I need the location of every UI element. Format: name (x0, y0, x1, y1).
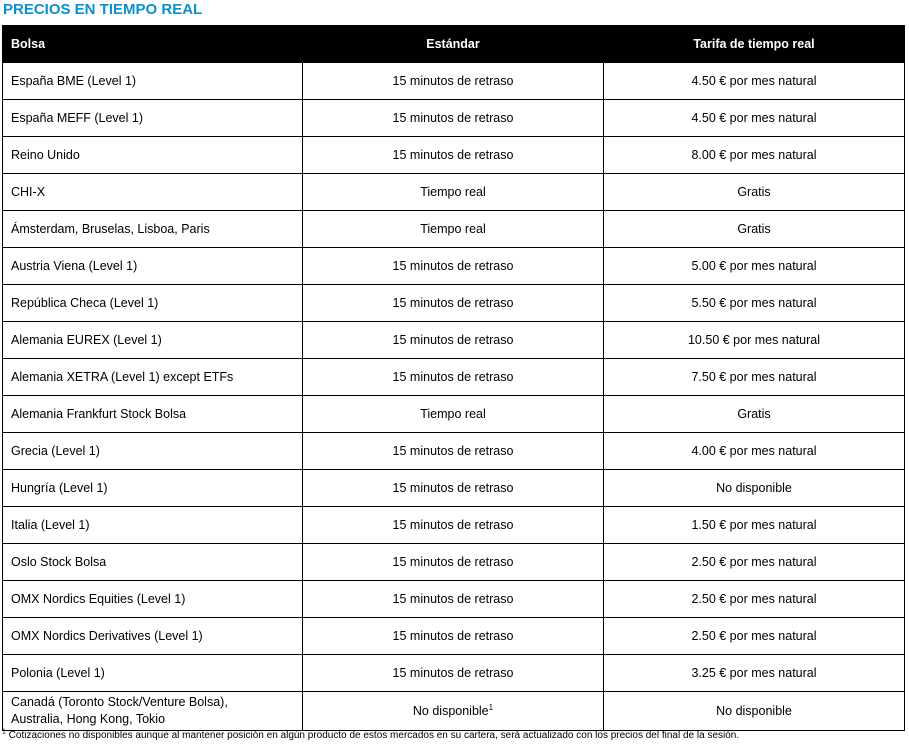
standard-cell: 15 minutos de retraso (303, 470, 604, 507)
exchange-cell-line: Australia, Hong Kong, Tokio (11, 712, 166, 726)
table-row (3, 285, 905, 322)
real-time-prices-table (2, 25, 905, 731)
exchange-cell: OMX Nordics Equities (Level 1) (3, 581, 303, 618)
table-row (3, 618, 905, 655)
exchange-cell: Alemania EUREX (Level 1) (3, 322, 303, 359)
exchange-cell: Hungría (Level 1) (3, 470, 303, 507)
standard-cell: 15 minutos de retraso (303, 507, 604, 544)
standard-cell (303, 692, 604, 731)
standard-cell-text: No disponible (412, 703, 489, 718)
table-row (3, 507, 905, 544)
header-standard: Estándar (303, 26, 604, 63)
standard-cell: 15 minutos de retraso (303, 137, 604, 174)
exchange-cell: Austria Viena (Level 1) (3, 248, 303, 285)
table-row (3, 581, 905, 618)
table-row (3, 100, 905, 137)
standard-cell: Tiempo real (303, 396, 604, 433)
standard-cell: 15 minutos de retraso (303, 359, 604, 396)
exchange-cell: Grecia (Level 1) (3, 433, 303, 470)
realtime-fee-cell: 2.50 € por mes natural (604, 581, 905, 618)
footnote (2, 729, 739, 742)
footnote-number: 1 (2, 728, 6, 736)
table-row (3, 137, 905, 174)
exchange-cell: España BME (Level 1) (3, 63, 303, 100)
footnote-text: Cotizaciones no disponibles aunque al mantener posición en algún producto de estos mercados en su cartera, será actualizado con los precios del final de la sesión. (5, 730, 740, 741)
exchange-cell: Oslo Stock Bolsa (3, 544, 303, 581)
table-row (3, 322, 905, 359)
standard-cell: Tiempo real (303, 174, 604, 211)
standard-cell: 15 minutos de retraso (303, 285, 604, 322)
table-row (3, 211, 905, 248)
exchange-cell: República Checa (Level 1) (3, 285, 303, 322)
table-row (3, 396, 905, 433)
standard-cell: 15 minutos de retraso (303, 322, 604, 359)
standard-cell: 15 minutos de retraso (303, 100, 604, 137)
exchange-cell: Italia (Level 1) (3, 507, 303, 544)
table-row (3, 544, 905, 581)
standard-cell: 15 minutos de retraso (303, 655, 604, 692)
exchange-cell: España MEFF (Level 1) (3, 100, 303, 137)
table-row (3, 359, 905, 396)
table-row (3, 655, 905, 692)
realtime-fee-cell: 3.25 € por mes natural (604, 655, 905, 692)
standard-cell: 15 minutos de retraso (303, 63, 604, 100)
exchange-cell-line: Canadá (Toronto Stock/Venture Bolsa), (11, 695, 228, 709)
table-row (3, 174, 905, 211)
realtime-fee-cell: Gratis (604, 211, 905, 248)
standard-cell: 15 minutos de retraso (303, 248, 604, 285)
exchange-cell: OMX Nordics Derivatives (Level 1) (3, 618, 303, 655)
exchange-cell: Alemania Frankfurt Stock Bolsa (3, 396, 303, 433)
realtime-fee-cell: 7.50 € por mes natural (604, 359, 905, 396)
table-header-row (3, 26, 905, 63)
realtime-fee-cell: 5.00 € por mes natural (604, 248, 905, 285)
exchange-cell (3, 692, 303, 731)
realtime-fee-cell: Gratis (604, 174, 905, 211)
table-row (3, 692, 905, 731)
page-title: PRECIOS EN TIEMPO REAL (3, 1, 203, 18)
realtime-fee-cell: 4.50 € por mes natural (604, 63, 905, 100)
standard-cell: 15 minutos de retraso (303, 618, 604, 655)
exchange-cell: Ámsterdam, Bruselas, Lisboa, Paris (3, 211, 303, 248)
realtime-fee-cell: 1.50 € por mes natural (604, 507, 905, 544)
realtime-fee-cell: 4.50 € por mes natural (604, 100, 905, 137)
exchange-cell: Polonia (Level 1) (3, 655, 303, 692)
exchange-cell: CHI-X (3, 174, 303, 211)
table-row (3, 470, 905, 507)
exchange-cell: Reino Unido (3, 137, 303, 174)
realtime-fee-cell: No disponible (604, 692, 905, 731)
realtime-fee-cell: Gratis (604, 396, 905, 433)
realtime-fee-cell: 5.50 € por mes natural (604, 285, 905, 322)
footnote-mark: 1 (488, 702, 494, 712)
realtime-fee-cell: 10.50 € por mes natural (604, 322, 905, 359)
exchange-cell: Alemania XETRA (Level 1) except ETFs (3, 359, 303, 396)
standard-cell: Tiempo real (303, 211, 604, 248)
realtime-fee-cell: 4.00 € por mes natural (604, 433, 905, 470)
standard-cell: 15 minutos de retraso (303, 581, 604, 618)
realtime-fee-cell: No disponible (604, 470, 905, 507)
realtime-fee-cell: 8.00 € por mes natural (604, 137, 905, 174)
standard-cell: 15 minutos de retraso (303, 544, 604, 581)
header-realtime-fee: Tarifa de tiempo real (604, 26, 905, 63)
realtime-fee-cell: 2.50 € por mes natural (604, 618, 905, 655)
realtime-fee-cell: 2.50 € por mes natural (604, 544, 905, 581)
header-exchange: Bolsa (3, 26, 303, 63)
standard-cell: 15 minutos de retraso (303, 433, 604, 470)
table-row (3, 63, 905, 100)
table-row (3, 433, 905, 470)
table-row (3, 248, 905, 285)
